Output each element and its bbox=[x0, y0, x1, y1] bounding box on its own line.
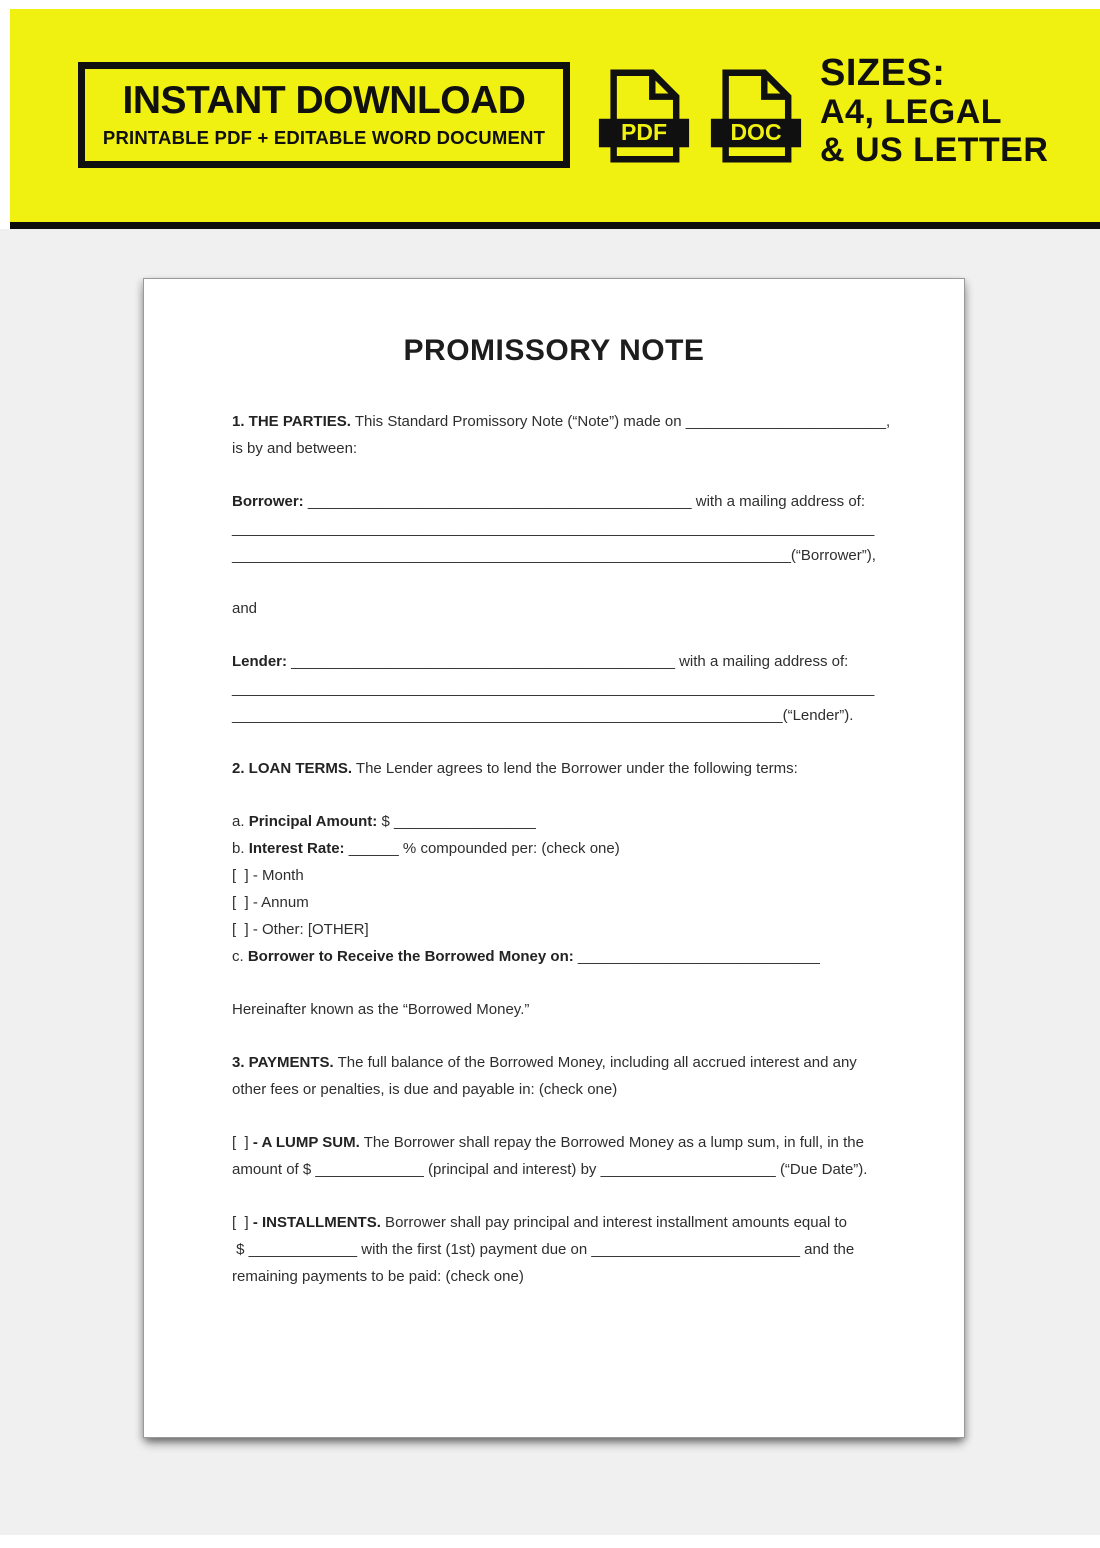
doc-line bbox=[232, 996, 876, 1023]
text-segment: other fees or penalties, is due and payable in: (check one) bbox=[232, 1081, 618, 1098]
text-segment: $ _________________ bbox=[377, 813, 536, 830]
sizes-line-1: A4, LEGAL bbox=[820, 93, 1003, 131]
text-segment: Borrower shall pay principal and interest installment amounts equal to bbox=[380, 1214, 847, 1231]
doc-line bbox=[232, 435, 876, 462]
text-segment: remaining payments to be paid: (check one) bbox=[232, 1268, 524, 1285]
doc-line checkbox-lump-sum bbox=[232, 1129, 876, 1156]
divider-bar bbox=[10, 222, 1100, 229]
instant-download-box bbox=[78, 62, 570, 168]
sizes-line-2: & US LETTER bbox=[820, 131, 1049, 169]
doc-line bbox=[232, 515, 876, 542]
doc-line bbox=[232, 1263, 876, 1290]
doc-line bbox=[232, 943, 876, 970]
text-segment: This Standard Promissory Note (“Note”) made on ________________________, bbox=[350, 413, 891, 430]
text-segment: __________________________________________________________________(“Lender”). bbox=[232, 707, 854, 724]
text-segment: [ ] - Other: [OTHER] bbox=[232, 921, 369, 938]
text-segment: $ _____________ with the first (1st) payment due on _________________________ and the bbox=[232, 1241, 855, 1258]
text-segment: b. bbox=[232, 840, 249, 857]
text-segment: The Lender agrees to lend the Borrower under the following terms: bbox=[352, 760, 798, 777]
text-segment: 3. PAYMENTS. bbox=[232, 1054, 334, 1071]
text-segment: is by and between: bbox=[232, 440, 358, 457]
promo-banner-wrap bbox=[0, 0, 1100, 229]
doc-line bbox=[232, 1156, 876, 1183]
text-segment: _____________________________________________________________________________ bbox=[232, 520, 875, 537]
text-segment: Borrower: bbox=[232, 493, 304, 510]
doc-line checkbox-annum bbox=[232, 889, 876, 916]
promo-banner bbox=[10, 9, 1100, 222]
text-segment: [ ] - Month bbox=[232, 867, 304, 884]
bottom-margin-strip bbox=[0, 1535, 1100, 1548]
text-segment: Hereinafter known as the “Borrowed Money.” bbox=[232, 1001, 530, 1018]
pdf-label: PDF bbox=[621, 118, 667, 145]
text-segment: [ ] - Annum bbox=[232, 894, 309, 911]
text-segment: ___________________________________________________________________(“Borrower”), bbox=[232, 547, 876, 564]
text-segment: _____________________________ bbox=[573, 948, 820, 965]
text-segment: ______ % compounded per: (check one) bbox=[344, 840, 620, 857]
text-segment: _____________________________________________________________________________ bbox=[232, 680, 875, 697]
doc-line bbox=[232, 808, 876, 835]
doc-line bbox=[232, 542, 876, 569]
doc-label: DOC bbox=[730, 118, 782, 145]
doc-line bbox=[232, 595, 876, 622]
text-segment: amount of $ _____________ (principal and interest) by _____________________ (“Due Date”). bbox=[232, 1161, 868, 1178]
text-segment: 1. THE PARTIES. bbox=[232, 413, 351, 430]
preview-stage bbox=[0, 229, 1100, 1535]
text-segment: [ ] bbox=[232, 1134, 253, 1151]
doc-line bbox=[232, 1076, 876, 1103]
doc-line checkbox-installments bbox=[232, 1209, 876, 1236]
doc-line bbox=[232, 408, 891, 435]
sizes-info bbox=[820, 53, 1048, 169]
pdf-file-icon bbox=[598, 66, 690, 166]
doc-line checkbox-month bbox=[232, 862, 876, 889]
text-segment: Borrower to Receive the Borrowed Money on: bbox=[247, 948, 574, 965]
text-segment: ______________________________________________ with a mailing address of: bbox=[287, 653, 849, 670]
document-title: PROMISSORY NOTE bbox=[403, 334, 705, 367]
doc-file-icon bbox=[710, 66, 802, 166]
doc-line checkbox-other bbox=[232, 916, 876, 943]
text-segment: - A LUMP SUM. bbox=[252, 1134, 360, 1151]
text-segment: - INSTALLMENTS. bbox=[252, 1214, 381, 1231]
document-page bbox=[143, 278, 965, 1438]
text-segment: Interest Rate: bbox=[248, 840, 345, 857]
doc-line bbox=[232, 702, 876, 729]
doc-line bbox=[232, 648, 876, 675]
sizes-heading: SIZES: bbox=[820, 52, 946, 94]
text-segment: 2. LOAN TERMS. bbox=[232, 760, 353, 777]
text-segment: [ ] bbox=[232, 1214, 253, 1231]
doc-line bbox=[232, 1049, 876, 1076]
banner-subtitle: PRINTABLE PDF + EDITABLE WORD DOCUMENT bbox=[102, 126, 546, 148]
doc-line bbox=[232, 835, 876, 862]
document-body bbox=[232, 408, 891, 1290]
text-segment: Lender: bbox=[232, 653, 288, 670]
text-segment: and bbox=[232, 600, 258, 617]
banner-title: INSTANT DOWNLOAD bbox=[122, 79, 526, 123]
text-segment: The Borrower shall repay the Borrowed Money as a lump sum, in full, in the bbox=[359, 1134, 864, 1151]
doc-line bbox=[232, 488, 876, 515]
text-segment: c. bbox=[232, 948, 248, 965]
text-segment: a. bbox=[232, 813, 249, 830]
doc-line bbox=[232, 755, 876, 782]
text-segment: Principal Amount: bbox=[248, 813, 378, 830]
doc-line bbox=[232, 1236, 876, 1263]
doc-line bbox=[232, 675, 876, 702]
text-segment: The full balance of the Borrowed Money, including all accrued interest and any bbox=[333, 1054, 857, 1071]
text-segment: ______________________________________________ with a mailing address of: bbox=[303, 493, 866, 510]
